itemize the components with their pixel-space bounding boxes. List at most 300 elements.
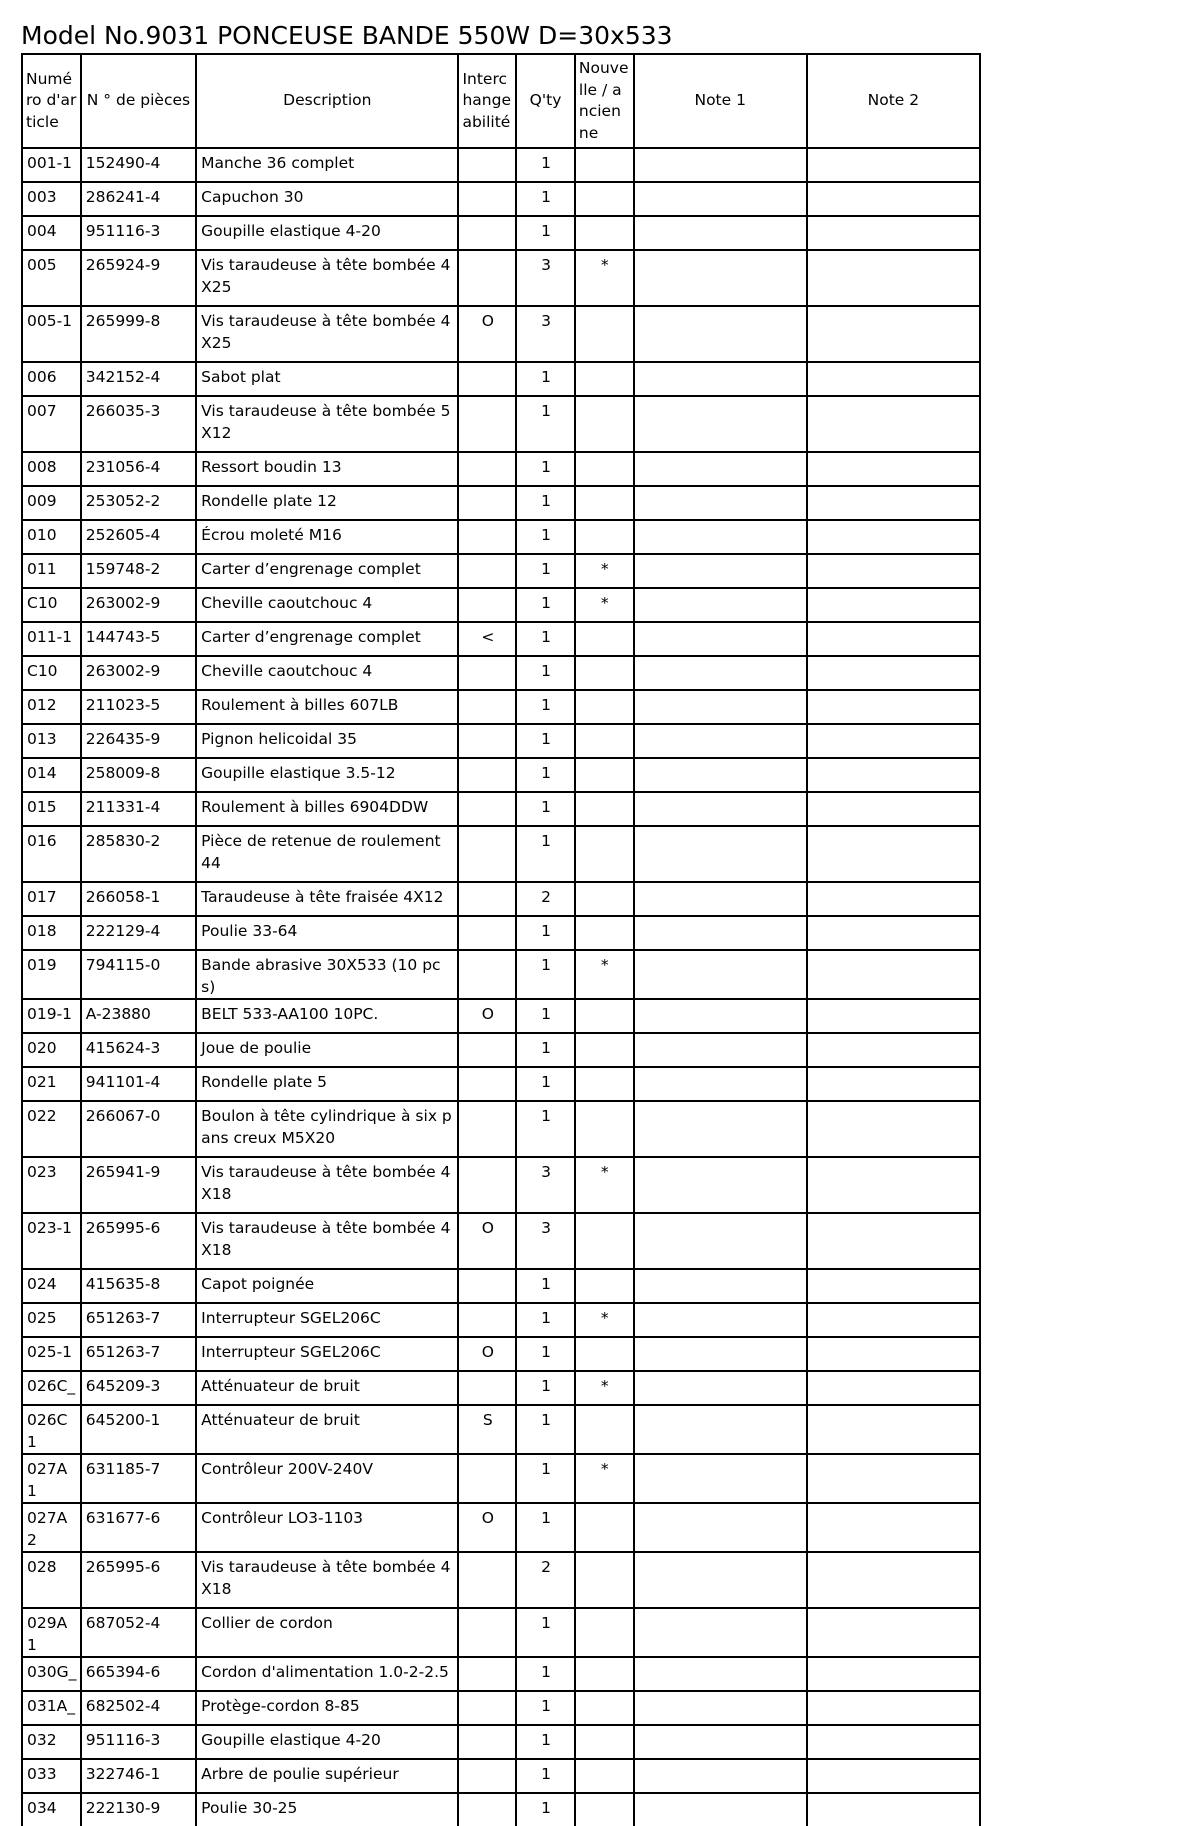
note-2-cell [807,1552,980,1608]
note-2-cell [807,1337,980,1371]
item-number-cell: 004 [22,216,81,250]
quantity-cell: 1 [516,826,575,882]
new-old-cell [575,916,634,950]
table-row [22,1454,980,1503]
note-2-cell [807,1371,980,1405]
part-number-cell: 665394-6 [81,1657,196,1691]
interchangeability-cell [458,216,516,250]
note-1-cell [634,1337,807,1371]
quantity-cell: 1 [516,1337,575,1371]
table-row [22,1337,980,1371]
item-number-cell: 009 [22,486,81,520]
table-row [22,882,980,916]
interchangeability-cell [458,1608,516,1657]
quantity-cell: 1 [516,1067,575,1101]
page-title: Model No.9031 PONCEUSE BANDE 550W D=30x533 [21,21,673,50]
item-number-cell: 011 [22,554,81,588]
note-2-cell [807,1691,980,1725]
note-2-cell [807,362,980,396]
interchangeability-cell: O [458,999,516,1033]
item-number-cell: 019-1 [22,999,81,1033]
note-1-cell [634,882,807,916]
quantity-cell: 1 [516,950,575,999]
note-1-cell [634,916,807,950]
quantity-cell: 3 [516,1213,575,1269]
new-old-cell: * [575,950,634,999]
item-number-cell: 025-1 [22,1337,81,1371]
quantity-cell: 2 [516,882,575,916]
quantity-cell: 2 [516,1552,575,1608]
table-row [22,1371,980,1405]
note-2-cell [807,690,980,724]
item-number-cell: 015 [22,792,81,826]
quantity-cell: 1 [516,758,575,792]
note-2-cell [807,1101,980,1157]
note-1-cell [634,554,807,588]
part-number-cell: 651263-7 [81,1303,196,1337]
quantity-cell: 1 [516,1033,575,1067]
interchangeability-cell [458,1371,516,1405]
description-cell: Poulie 30-25 [196,1793,458,1826]
quantity-cell: 1 [516,1725,575,1759]
new-old-cell [575,656,634,690]
note-1-cell [634,1033,807,1067]
note-1-cell [634,1303,807,1337]
new-old-cell [575,362,634,396]
note-2-cell [807,486,980,520]
table-row [22,520,980,554]
note-1-cell [634,452,807,486]
part-number-cell: 226435-9 [81,724,196,758]
new-old-cell [575,1793,634,1826]
quantity-cell: 1 [516,622,575,656]
note-2-cell [807,1067,980,1101]
note-1-cell [634,1101,807,1157]
item-number-cell: 022 [22,1101,81,1157]
part-number-cell: 265995-6 [81,1213,196,1269]
part-number-cell: 144743-5 [81,622,196,656]
item-number-cell: 012 [22,690,81,724]
table-row [22,1725,980,1759]
quantity-cell: 1 [516,1101,575,1157]
part-number-cell: 253052-2 [81,486,196,520]
new-old-cell: * [575,1454,634,1503]
new-old-cell [575,1405,634,1454]
note-1-cell [634,486,807,520]
note-2-cell [807,588,980,622]
note-1-cell [634,396,807,452]
note-1-cell [634,1405,807,1454]
description-cell: Interrupteur SGEL206C [196,1303,458,1337]
new-old-cell [575,1759,634,1793]
header-note-1: Note 1 [634,54,807,148]
table-row [22,690,980,724]
description-cell: Manche 36 complet [196,148,458,182]
quantity-cell: 1 [516,690,575,724]
note-1-cell [634,148,807,182]
description-cell: Collier de cordon [196,1608,458,1657]
interchangeability-cell [458,1552,516,1608]
note-2-cell [807,182,980,216]
interchangeability-cell [458,1691,516,1725]
quantity-cell: 1 [516,1269,575,1303]
note-1-cell [634,656,807,690]
part-number-cell: 263002-9 [81,588,196,622]
note-2-cell [807,554,980,588]
new-old-cell [575,1033,634,1067]
note-2-cell [807,1608,980,1657]
description-cell: Goupille elastique 4-20 [196,1725,458,1759]
new-old-cell [575,1269,634,1303]
new-old-cell [575,724,634,758]
description-cell: Contrôleur LO3-1103 [196,1503,458,1552]
description-cell: Cheville caoutchouc 4 [196,656,458,690]
header-interchangeability: Interchangeabilité [458,54,516,148]
table-row [22,1303,980,1337]
item-number-cell: 011-1 [22,622,81,656]
table-row [22,622,980,656]
interchangeability-cell [458,1725,516,1759]
new-old-cell [575,1337,634,1371]
quantity-cell: 1 [516,486,575,520]
interchangeability-cell [458,520,516,554]
note-2-cell [807,999,980,1033]
quantity-cell: 1 [516,452,575,486]
description-cell: Vis taraudeuse à tête bombée 4X18 [196,1213,458,1269]
item-number-cell: 024 [22,1269,81,1303]
table-row [22,656,980,690]
interchangeability-cell [458,452,516,486]
table-row [22,950,980,999]
quantity-cell: 1 [516,1503,575,1552]
description-cell: Protège-cordon 8-85 [196,1691,458,1725]
item-number-cell: 005-1 [22,306,81,362]
new-old-cell: * [575,1157,634,1213]
item-number-cell: 010 [22,520,81,554]
note-1-cell [634,306,807,362]
table-row [22,1691,980,1725]
item-number-cell: 005 [22,250,81,306]
description-cell: Goupille elastique 3.5-12 [196,758,458,792]
description-cell: Carter d’engrenage complet [196,554,458,588]
header-note-2: Note 2 [807,54,980,148]
item-number-cell: 001-1 [22,148,81,182]
note-1-cell [634,792,807,826]
table-row [22,1213,980,1269]
quantity-cell: 3 [516,250,575,306]
note-2-cell [807,622,980,656]
table-row [22,362,980,396]
note-1-cell [634,1157,807,1213]
note-1-cell [634,1269,807,1303]
interchangeability-cell [458,1657,516,1691]
item-number-cell: 025 [22,1303,81,1337]
parts-table [21,53,981,1826]
table-row [22,1157,980,1213]
table-row [22,182,980,216]
new-old-cell [575,396,634,452]
note-1-cell [634,1067,807,1101]
interchangeability-cell [458,1101,516,1157]
part-number-cell: 631185-7 [81,1454,196,1503]
new-old-cell: * [575,1303,634,1337]
part-number-cell: 265999-8 [81,306,196,362]
quantity-cell: 1 [516,1759,575,1793]
note-1-cell [634,622,807,656]
interchangeability-cell [458,656,516,690]
note-1-cell [634,826,807,882]
note-2-cell [807,656,980,690]
item-number-cell: C10 [22,588,81,622]
note-1-cell [634,182,807,216]
new-old-cell: * [575,554,634,588]
new-old-cell [575,452,634,486]
interchangeability-cell: O [458,1213,516,1269]
note-2-cell [807,452,980,486]
note-2-cell [807,1793,980,1826]
note-2-cell [807,306,980,362]
interchangeability-cell [458,916,516,950]
new-old-cell [575,1503,634,1552]
interchangeability-cell [458,690,516,724]
note-1-cell [634,1552,807,1608]
description-cell: Vis taraudeuse à tête bombée 4X25 [196,250,458,306]
note-1-cell [634,588,807,622]
quantity-cell: 1 [516,1608,575,1657]
new-old-cell [575,306,634,362]
new-old-cell [575,792,634,826]
quantity-cell: 1 [516,182,575,216]
interchangeability-cell [458,1033,516,1067]
new-old-cell [575,148,634,182]
interchangeability-cell: O [458,306,516,362]
new-old-cell [575,622,634,656]
new-old-cell [575,1067,634,1101]
quantity-cell: 1 [516,1405,575,1454]
table-row [22,1405,980,1454]
quantity-cell: 1 [516,362,575,396]
note-2-cell [807,250,980,306]
table-row [22,1793,980,1826]
new-old-cell: * [575,588,634,622]
part-number-cell: 951116-3 [81,1725,196,1759]
new-old-cell [575,1657,634,1691]
note-2-cell [807,950,980,999]
description-cell: Boulon à tête cylindrique à six pans creux M5X20 [196,1101,458,1157]
item-number-cell: 030G_ [22,1657,81,1691]
part-number-cell: 342152-4 [81,362,196,396]
interchangeability-cell [458,396,516,452]
interchangeability-cell [458,826,516,882]
note-2-cell [807,916,980,950]
item-number-cell: 026C_ [22,1371,81,1405]
note-1-cell [634,950,807,999]
part-number-cell: 682502-4 [81,1691,196,1725]
interchangeability-cell [458,882,516,916]
new-old-cell [575,520,634,554]
note-2-cell [807,148,980,182]
part-number-cell: 415624-3 [81,1033,196,1067]
interchangeability-cell [458,758,516,792]
part-number-cell: 651263-7 [81,1337,196,1371]
part-number-cell: 322746-1 [81,1759,196,1793]
item-number-cell: 027A2 [22,1503,81,1552]
quantity-cell: 1 [516,148,575,182]
table-row [22,1067,980,1101]
table-row [22,486,980,520]
description-cell: Cordon d'alimentation 1.0-2-2.5 [196,1657,458,1691]
item-number-cell: 014 [22,758,81,792]
part-number-cell: 415635-8 [81,1269,196,1303]
note-2-cell [807,1033,980,1067]
quantity-cell: 1 [516,520,575,554]
part-number-cell: 211331-4 [81,792,196,826]
item-number-cell: 017 [22,882,81,916]
interchangeability-cell [458,1269,516,1303]
note-2-cell [807,216,980,250]
part-number-cell: 265995-6 [81,1552,196,1608]
note-2-cell [807,1213,980,1269]
table-row [22,452,980,486]
item-number-cell: 019 [22,950,81,999]
item-number-cell: 029A1 [22,1608,81,1657]
part-number-cell: 794115-0 [81,950,196,999]
table-row [22,1033,980,1067]
note-2-cell [807,1454,980,1503]
table-row [22,724,980,758]
note-1-cell [634,216,807,250]
item-number-cell: 018 [22,916,81,950]
description-cell: Taraudeuse à tête fraisée 4X12 [196,882,458,916]
interchangeability-cell [458,182,516,216]
item-number-cell: 021 [22,1067,81,1101]
part-number-cell: 231056-4 [81,452,196,486]
new-old-cell [575,882,634,916]
part-number-cell: 222129-4 [81,916,196,950]
description-cell: Atténuateur de bruit [196,1405,458,1454]
part-number-cell: 285830-2 [81,826,196,882]
table-row [22,1608,980,1657]
part-number-cell: 222130-9 [81,1793,196,1826]
description-cell: Cheville caoutchouc 4 [196,588,458,622]
note-1-cell [634,1725,807,1759]
note-2-cell [807,396,980,452]
description-cell: Bande abrasive 30X533 (10 pcs) [196,950,458,999]
part-number-cell: 263002-9 [81,656,196,690]
note-2-cell [807,1405,980,1454]
quantity-cell: 1 [516,1691,575,1725]
quantity-cell: 1 [516,1371,575,1405]
table-row [22,216,980,250]
note-2-cell [807,1503,980,1552]
part-number-cell: 687052-4 [81,1608,196,1657]
new-old-cell [575,486,634,520]
quantity-cell: 1 [516,916,575,950]
note-2-cell [807,1725,980,1759]
note-1-cell [634,1213,807,1269]
quantity-cell: 1 [516,1793,575,1826]
part-number-cell: 211023-5 [81,690,196,724]
new-old-cell [575,1725,634,1759]
quantity-cell: 1 [516,656,575,690]
table-header-row [22,54,980,148]
part-number-cell: 645200-1 [81,1405,196,1454]
table-row [22,306,980,362]
note-2-cell [807,1759,980,1793]
description-cell: Atténuateur de bruit [196,1371,458,1405]
interchangeability-cell [458,724,516,758]
header-description: Description [196,54,458,148]
item-number-cell: 032 [22,1725,81,1759]
table-row [22,554,980,588]
note-2-cell [807,1157,980,1213]
quantity-cell: 3 [516,1157,575,1213]
description-cell: Rondelle plate 5 [196,1067,458,1101]
table-row [22,792,980,826]
note-2-cell [807,724,980,758]
new-old-cell [575,1101,634,1157]
item-number-cell: 007 [22,396,81,452]
new-old-cell: * [575,250,634,306]
table-row [22,1269,980,1303]
note-1-cell [634,1608,807,1657]
item-number-cell: 028 [22,1552,81,1608]
new-old-cell [575,1552,634,1608]
new-old-cell [575,1691,634,1725]
item-number-cell: 023-1 [22,1213,81,1269]
note-1-cell [634,250,807,306]
description-cell: Vis taraudeuse à tête bombée 4X25 [196,306,458,362]
header-part-number: N ° de pièces [81,54,196,148]
part-number-cell: A-23880 [81,999,196,1033]
description-cell: Contrôleur 200V-240V [196,1454,458,1503]
table-row [22,148,980,182]
interchangeability-cell [458,950,516,999]
item-number-cell: 020 [22,1033,81,1067]
note-1-cell [634,1371,807,1405]
description-cell: Sabot plat [196,362,458,396]
part-number-cell: 941101-4 [81,1067,196,1101]
header-item-number: Numéro d'article [22,54,81,148]
note-2-cell [807,520,980,554]
note-1-cell [634,1454,807,1503]
part-number-cell: 286241-4 [81,182,196,216]
description-cell: BELT 533-AA100 10PC. [196,999,458,1033]
item-number-cell: 034 [22,1793,81,1826]
part-number-cell: 252605-4 [81,520,196,554]
interchangeability-cell [458,588,516,622]
item-number-cell: 006 [22,362,81,396]
part-number-cell: 631677-6 [81,1503,196,1552]
part-number-cell: 265924-9 [81,250,196,306]
description-cell: Roulement à billes 6904DDW [196,792,458,826]
description-cell: Capot poignée [196,1269,458,1303]
part-number-cell: 152490-4 [81,148,196,182]
description-cell: Capuchon 30 [196,182,458,216]
new-old-cell: * [575,1371,634,1405]
table-row [22,250,980,306]
quantity-cell: 1 [516,396,575,452]
quantity-cell: 1 [516,792,575,826]
part-number-cell: 951116-3 [81,216,196,250]
description-cell: Pignon helicoidal 35 [196,724,458,758]
note-2-cell [807,758,980,792]
note-1-cell [634,1657,807,1691]
interchangeability-cell [458,1759,516,1793]
part-number-cell: 266035-3 [81,396,196,452]
new-old-cell [575,182,634,216]
item-number-cell: C10 [22,656,81,690]
